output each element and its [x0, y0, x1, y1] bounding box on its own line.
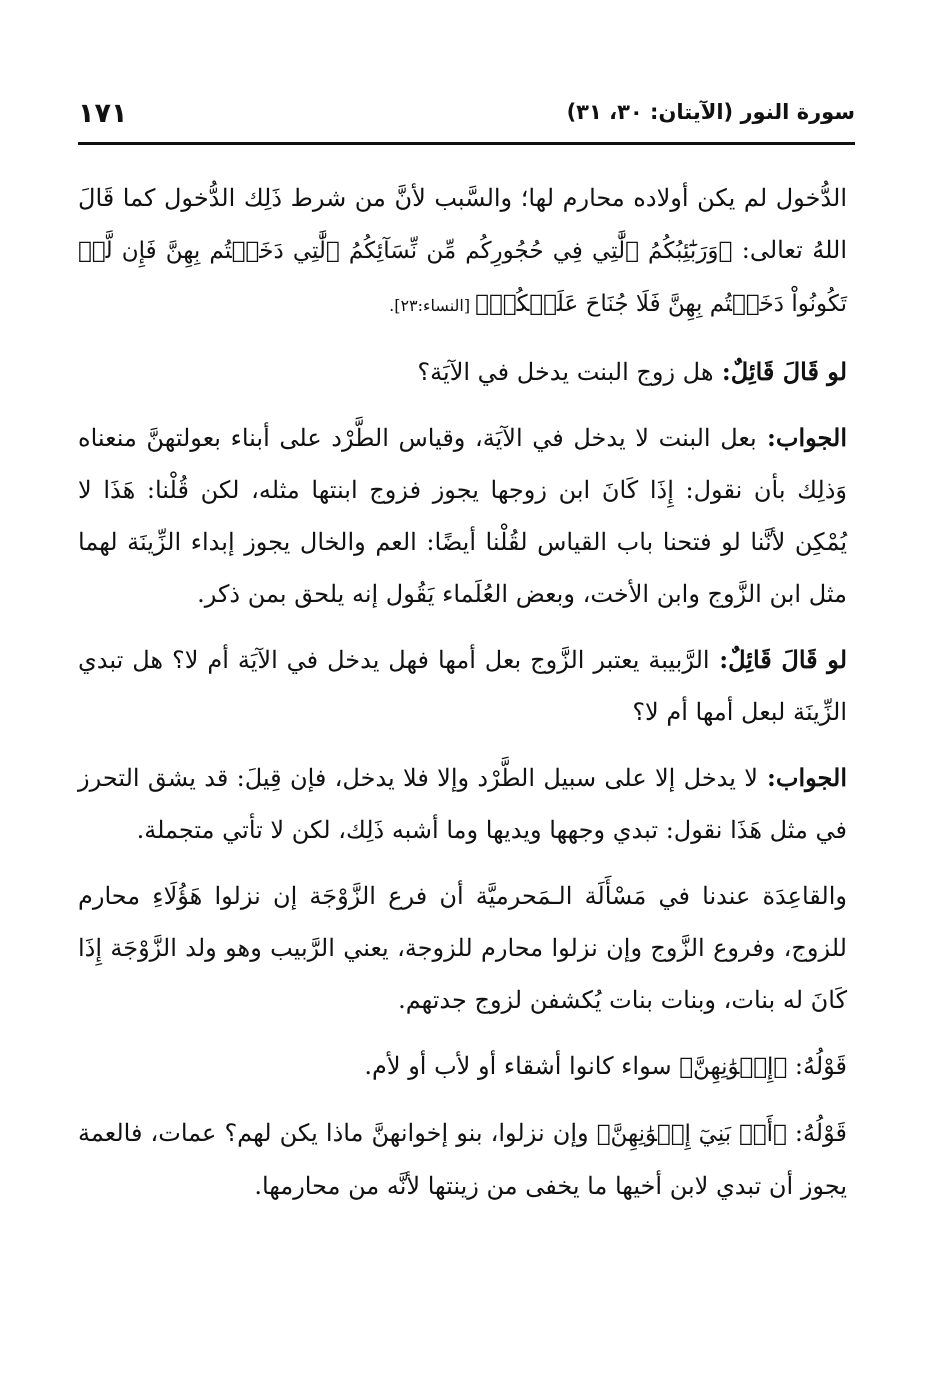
paragraph-tail: سواء كانوا أشقاء أو لأب أو لأم.	[364, 1052, 680, 1080]
question-lead: لو قَالَ قَائِلٌ:	[709, 645, 848, 674]
paragraph-text: بعل البنت لا يدخل في الآيَة، وقياس الطَّرْد على أبناء بعولتهنَّ منعناه وَذلِك بأن نقول: إِذَا كَانَ ابن زوجها يجوز فزوج ابنتها مثله، لكن قُلْنا: هَذَا لا يُمْكِن لأنَّنا لو فتحنا باب القياس لقُلْنا أيضًا: العم والخال يجوز إبداء الزِّينَة لهما مثل ابن الزَّوج وابن الأخت، وبعض العُلَماء يَقُول إنه يلحق بمن ذكر.	[78, 424, 847, 608]
quran-verse: ﴿إِخۡوَٰنِهِنَّ﴾	[679, 1054, 788, 1080]
paragraph-3	[78, 412, 847, 620]
paragraph-7	[78, 1040, 847, 1093]
quran-verse: ﴿وَرَبَٰٓئِبُكُمُ ٱلَّٰتِي فِي حُجُورِكُم مِّن نِّسَآئِكُمُ ٱلَّٰتِي دَخَلۡتُم بِهِنَّ فَإِن لَّمۡ تَكُونُواْ دَخَلۡتُم بِهِنَّ فَلَا جُنَاحَ عَلَيۡكُمۡ﴾	[78, 238, 847, 317]
page-header	[78, 98, 855, 142]
paragraph-text: لا يدخل إلا على سبيل الطَّرْد وإلا فلا يدخل، فإن قِيلَ: قد يشق التحرز في مثل هَذَا نقول: تبدي وجهها ويديها وما أشبه ذَلِك، لكن لا تأتي متجملة.	[78, 764, 847, 844]
page-number: ١٧١	[78, 98, 128, 129]
verse-reference: [النساء:٢٣].	[389, 296, 476, 315]
page-body	[78, 172, 847, 1357]
paragraph-5	[78, 752, 847, 856]
quran-verse: ﴿أَوۡ بَنِيٓ إِخۡوَٰنِهِنَّ﴾	[596, 1121, 787, 1147]
paragraph-1	[78, 172, 847, 332]
question-lead: لو قَالَ قَائِلٌ:	[713, 357, 847, 386]
paragraph-6	[78, 870, 847, 1026]
paragraph-4	[78, 634, 847, 738]
paragraph-text: الدُّخول لم يكن أولاده محارم لها؛ والسَّبب لأنَّ من شرط ذَلِك الدُّخول كما قَالَ اللهُ تعالى:	[78, 184, 847, 264]
paragraph-text: الرَّبيبة يعتبر الزَّوج بعل أمها فهل يدخل في الآيَة أم لا؟ هل تبدي الزِّينَة لبعل أمها أم لا؟	[78, 646, 847, 726]
paragraph-text: والقاعِدَة عندنا في مَسْأَلَة الـمَحرميَّة أن فرع الزَّوْجَة إن نزلوا هَؤُلَاءِ محارم للزوج، وفروع الزَّوج وإن نزلوا محارم للزوجة، يعني الرَّبيب وهو ولد الزَّوْجَة إِذَا كَانَ له بنات، وبنات بنات يُكشفن لزوج جدتهم.	[78, 882, 847, 1014]
answer-lead: الجواب:	[757, 763, 847, 792]
paragraph-text: قَوْلُهُ:	[787, 1052, 847, 1080]
paragraph-tail: وإن نزلوا، بنو إخوانهنَّ ماذا يكن لهم؟ عمات، فالعمة يجوز أن تبدي لابن أخيها ما يخفى من زينتها لأنَّه من محارمها.	[78, 1119, 847, 1200]
paragraph-text: قَوْلُهُ:	[786, 1119, 847, 1147]
paragraph-text: هل زوج البنت يدخل في الآيَة؟	[417, 358, 714, 386]
answer-lead: الجواب:	[756, 423, 847, 452]
running-title: سورة النور (الآيتان: ٣٠، ٣١)	[566, 100, 855, 124]
paragraph-8	[78, 1107, 847, 1212]
paragraph-2	[78, 346, 847, 398]
header-divider	[78, 142, 855, 145]
